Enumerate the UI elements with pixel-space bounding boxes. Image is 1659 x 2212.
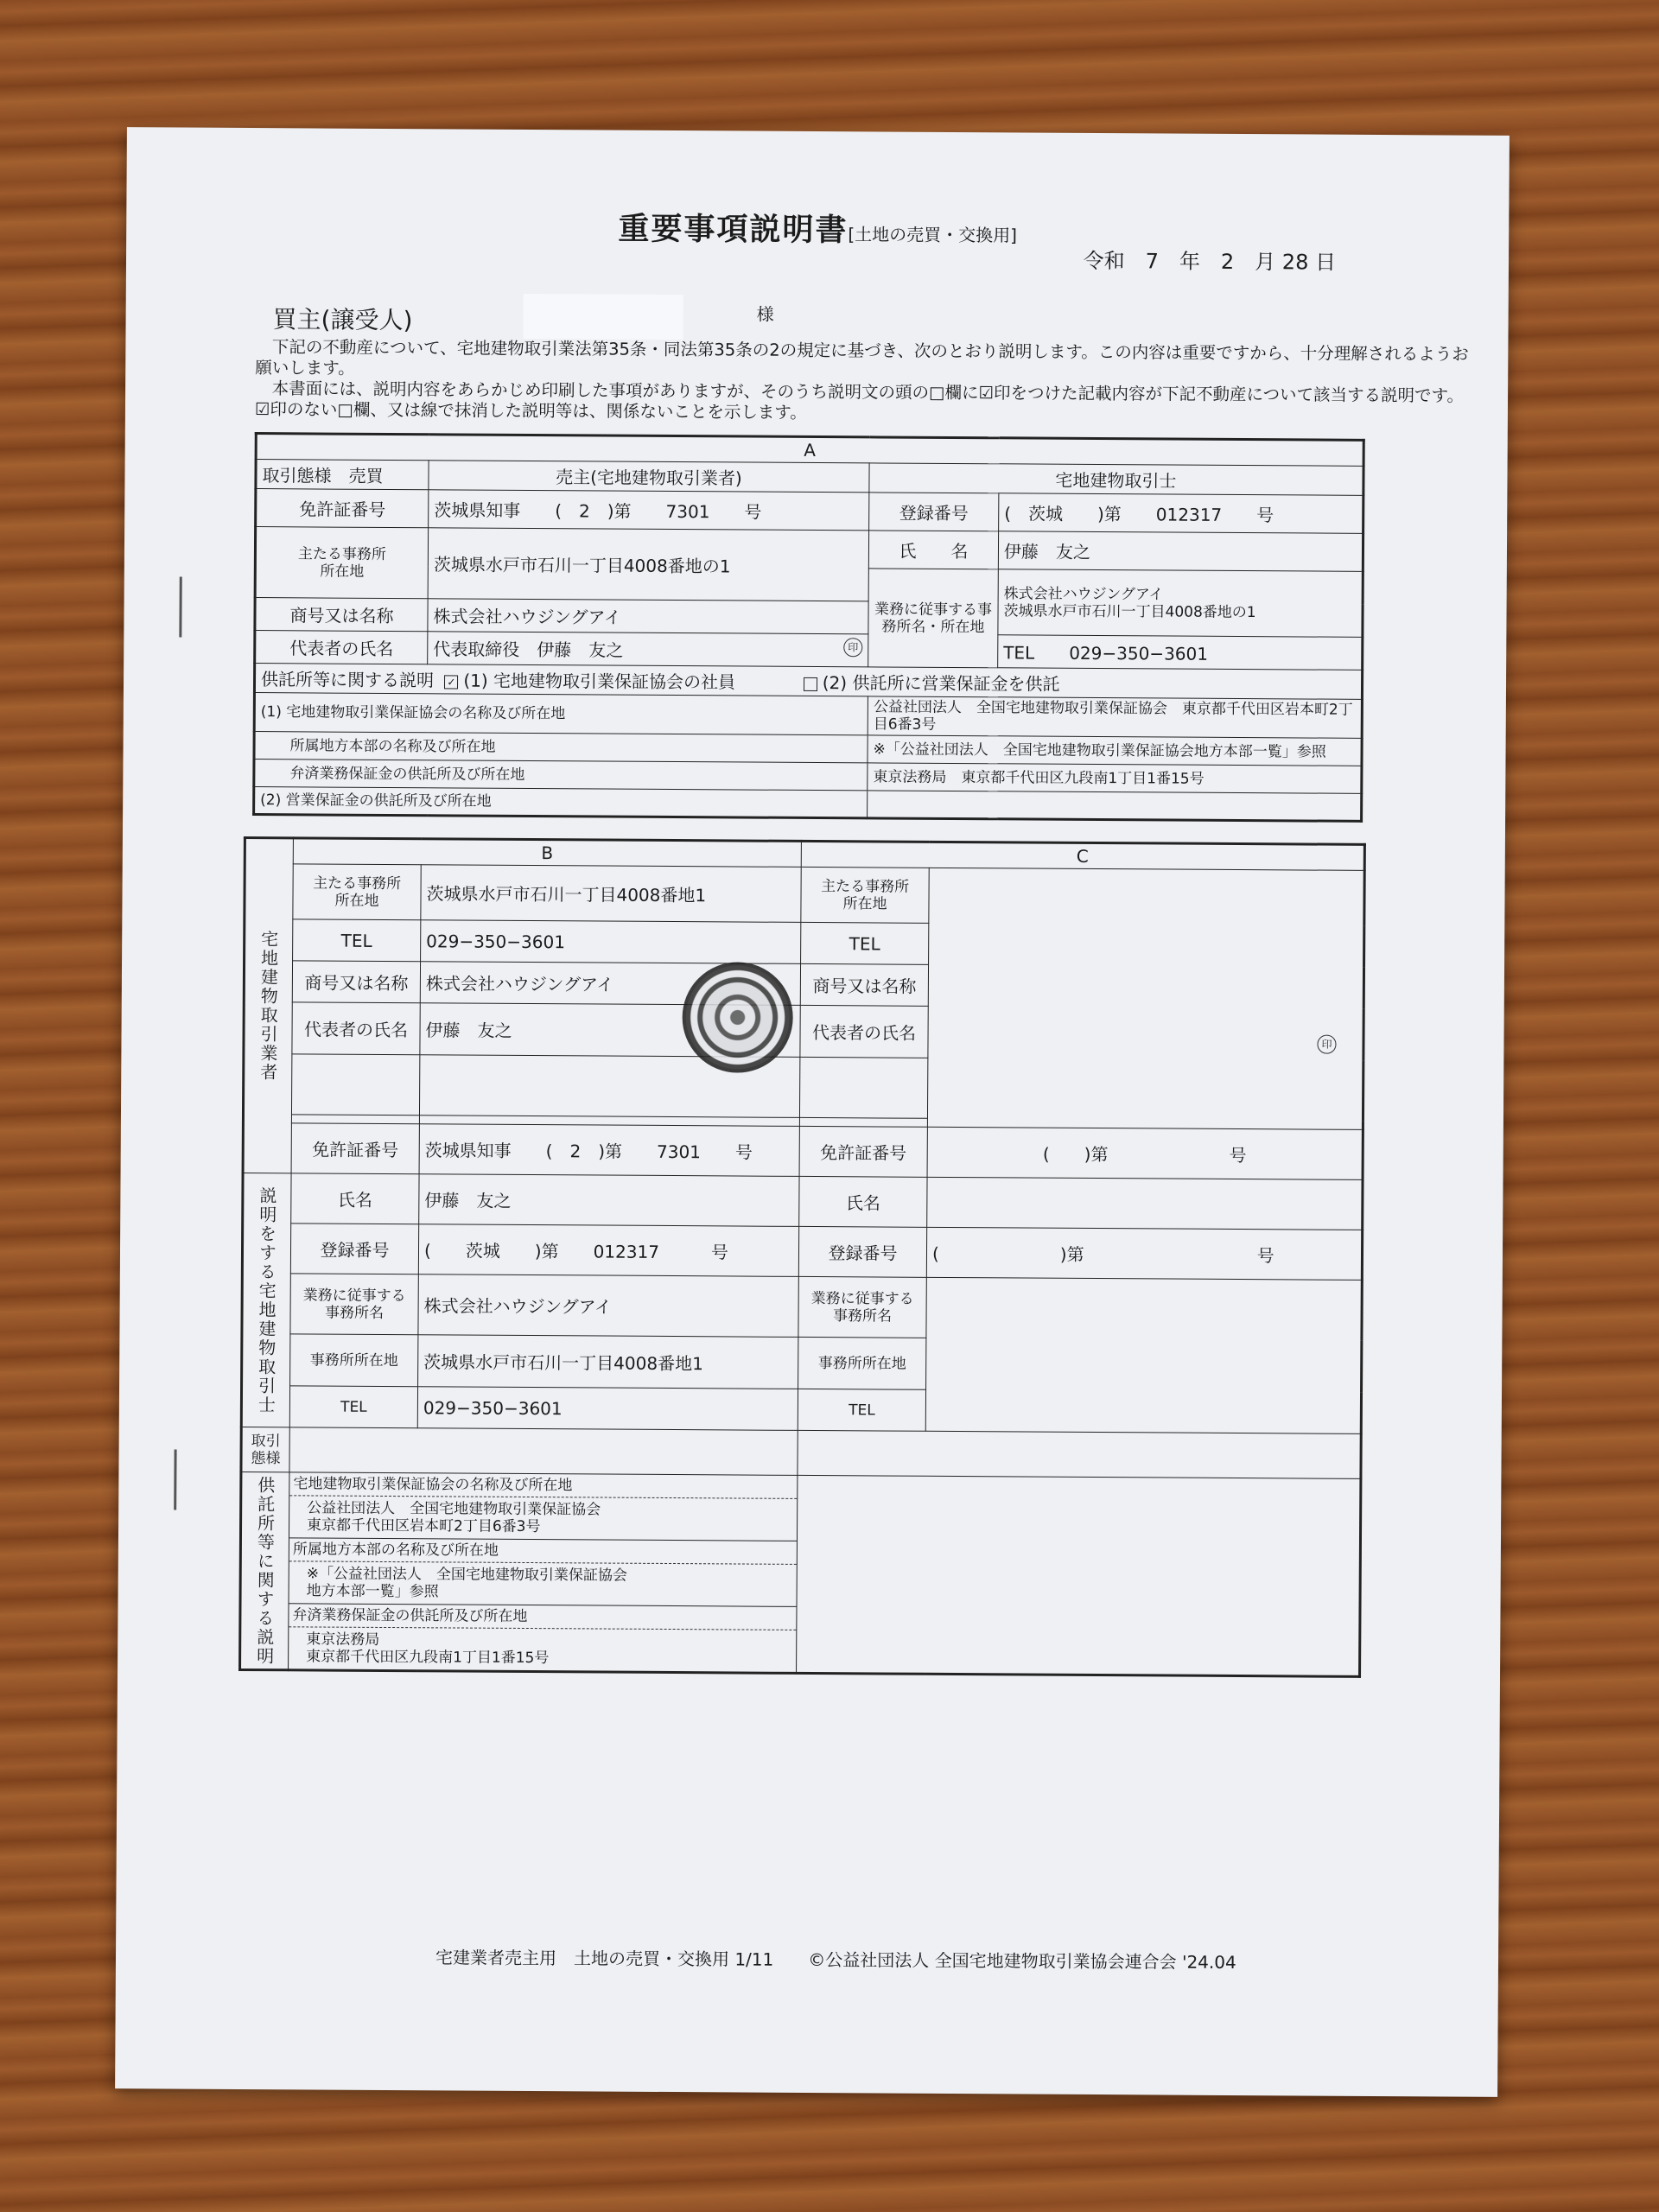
deposit-row1-value: 公益社団法人 全国宅地建物取引業保証協会 東京都千代田区岩本町2丁目6番3号 (868, 696, 1362, 738)
c-reg-value: ( )第 号 (926, 1227, 1362, 1280)
footer-left: 宅建業者売主用 土地の売買・交換用 1/11 (435, 1947, 774, 1970)
rep-cell (428, 632, 868, 667)
b-dep1-label: 宅地建物取引業保証協会の名称及び所在地 (289, 1472, 797, 1499)
document-page (115, 127, 1510, 2097)
deposit-option-1: (1) 宅地建物取引業保証協会の社員 (463, 670, 736, 693)
agent-tel-cell (998, 635, 1363, 671)
document-date: 令和 7 年 2 月 28 日 (1083, 248, 1337, 275)
reg-label: 登録番号 (869, 493, 999, 531)
company-seal-stamp (682, 962, 793, 1073)
document-title: 重要事項説明書 (618, 211, 849, 249)
b-dep2-label: 所属地方本部の名称及び所在地 (289, 1538, 797, 1565)
c-office-label: 主たる事務所 所在地 (801, 867, 929, 923)
c-deposit-cell (797, 1475, 1361, 1676)
agent-name-label: 氏 名 (868, 531, 998, 569)
b-work-addr-value: 茨城県水戸市石川一丁目4008番地1 (418, 1335, 798, 1389)
b-work-office-value: 株式会社ハウジングアイ (418, 1274, 798, 1338)
side-label-deposit: 供託所等に関する説明 (240, 1471, 289, 1669)
c-transaction-value (798, 1430, 1361, 1478)
c-seal-mark: 印 (1317, 1035, 1336, 1054)
deposit-row4-label: (2) 営業保証金の供託所及び所在地 (254, 787, 868, 818)
c-name-label: 商号又は名称 (800, 963, 928, 1006)
section-a-heading: A (256, 434, 1363, 467)
buyer-name-redacted (523, 294, 683, 340)
intro-paragraph-1: 下記の不動産について、宅地建物取引業法第35条・同法第35条の2の規定に基づき、次のとおり説明します。この内容は重要ですから、十分理解されるようお願いします。 (255, 337, 1469, 378)
c-license-label: 免許証番号 (799, 1126, 927, 1177)
b-work-tel-value: 029−350−3601 (417, 1387, 798, 1431)
seal-mark: 印 (843, 638, 862, 657)
rep-label: 代表者の氏名 (255, 631, 428, 664)
punch-hole-mark (174, 1449, 176, 1510)
transaction-type-value: 売買 (348, 465, 384, 486)
b-name-value: 株式会社ハウジングアイ (420, 962, 800, 1006)
intro-paragraph-2: 本書面には、説明内容をあらかじめ印刷した事項がありますが、そのうち説明文の頭の□欄に☑印をつけた記載内容が下記不動産について該当する説明です。☑印のない□欄、又は線で抹消した説明等は、関係ないことを示します。 (254, 378, 1465, 423)
b-dep3-label: 弁済業務保証金の供託所及び所在地 (289, 1604, 796, 1630)
punch-hole-mark (179, 577, 181, 638)
name-label: 商号又は名称 (255, 598, 428, 632)
footer (435, 1943, 1236, 1974)
b-agent-name-label: 氏名 (291, 1173, 419, 1224)
c-rep-label: 代表者の氏名 (800, 1005, 928, 1058)
reg-value: ( 茨城 )第 012317 号 (999, 493, 1363, 534)
deposit-row3-value: 東京法務局 東京都千代田区九段南1丁目1番15号 (868, 763, 1362, 793)
c-reg-label: 登録番号 (798, 1226, 926, 1277)
deposit-option-2: (2) 供託所に営業保証金を供託 (822, 672, 1060, 695)
footer-right: ©公益社団法人 全国宅地建物取引業協会連合会 '24.04 (808, 1948, 1236, 1974)
license-value: 茨城県知事 ( 2 )第 7301 号 (429, 490, 869, 531)
b-deposit-cell (289, 1472, 798, 1674)
b-dep2-value: ※「公益社団法人 全国宅地建物取引業保証協会 地方本部一覧」参照 (289, 1561, 797, 1607)
agent-office-label: 業務に従事する事務所名・所在地 (868, 569, 999, 668)
b-name-label: 商号又は名称 (292, 961, 420, 1003)
section-b-heading: B (293, 838, 801, 868)
b-work-addr-label: 事務所所在地 (290, 1334, 418, 1387)
b-reg-label: 登録番号 (290, 1224, 418, 1274)
c-agent-name-value (927, 1177, 1363, 1230)
b-work-office-label: 業務に従事する 事務所名 (290, 1274, 418, 1335)
b-tel-label: TEL (293, 919, 421, 962)
agent-tel-value: 029−350−3601 (1069, 642, 1209, 664)
b-transaction-value (289, 1427, 798, 1476)
b-rep-label: 代表者の氏名 (292, 1002, 420, 1055)
deposit-row1-label: (1) 宅地建物取引業保証協会の名称及び所在地 (254, 693, 868, 735)
deposit-row2-value: ※「公益社団法人 全国宅地建物取引業保証協会地方本部一覧」参照 (868, 735, 1362, 766)
rep-value: 代表取締役 伊藤 友之 (433, 639, 624, 661)
b-spacer-label (291, 1054, 419, 1116)
agent-name-value: 伊藤 友之 (998, 531, 1363, 572)
b-rep-value: 伊藤 友之 (425, 1020, 512, 1041)
document-subtitle: [土地の売買・交換用] (848, 224, 1018, 246)
checkbox-unchecked-icon[interactable] (804, 677, 817, 690)
agent-header: 宅地建物取引士 (869, 463, 1363, 495)
b-agent-name-value: 伊藤 友之 (419, 1174, 799, 1227)
side-label-agent: 説明をする宅地建物取引士 (241, 1173, 291, 1427)
c-work-office-label: 業務に従事する 事務所名 (798, 1276, 926, 1338)
c-spacer-label (799, 1057, 927, 1118)
intro-text (255, 337, 1474, 428)
office-value: 茨城県水戸市石川一丁目4008番地の1 (428, 528, 868, 601)
deposit-row2-label: 所属地方本部の名称及び所在地 (254, 732, 868, 763)
deposit-row4-value (868, 791, 1362, 821)
b-tel-value: 029−350−3601 (421, 920, 801, 964)
c-license-value: ( )第 号 (927, 1127, 1363, 1179)
deposit-row3-label: 弁済業務保証金の供託所及び所在地 (254, 760, 868, 791)
b-office-label: 主たる事務所 所在地 (293, 864, 421, 920)
b-license-label: 免許証番号 (291, 1123, 419, 1174)
b-license-value: 茨城県知事 ( 2 )第 7301 号 (419, 1124, 799, 1177)
transaction-type-label: 取引態様 (262, 465, 332, 486)
section-a-table (252, 432, 1365, 823)
b-work-tel-label: TEL (289, 1386, 417, 1428)
name-value: 株式会社ハウジングアイ (428, 599, 868, 634)
c-work-tel-label: TEL (798, 1389, 925, 1431)
side-label-dealer: 宅地建物取引業者 (243, 837, 293, 1173)
c-agent-name-label: 氏名 (799, 1176, 927, 1227)
office-label: 主たる事務所 所在地 (255, 527, 428, 599)
transaction-type-cell (256, 460, 429, 490)
deposit-label: 供託所等に関する説明 (260, 669, 435, 691)
c-work-addr-label: 事務所所在地 (798, 1337, 926, 1389)
agent-tel-label: TEL (1003, 642, 1035, 664)
b-dep3-value: 東京法務局 東京都千代田区九段南1丁目1番15号 (306, 1630, 550, 1668)
side-label-transaction: 取引態様 (241, 1427, 289, 1471)
agent-office-value: 株式会社ハウジングアイ 茨城県水戸市石川一丁目4008番地の1 (998, 569, 1363, 638)
b-rep-cell (420, 1003, 800, 1058)
license-label: 免許証番号 (256, 489, 429, 528)
b-dep1-value: 公益社団法人 全国宅地建物取引業保証協会 東京都千代田区岩本町2丁目6番3号 (289, 1496, 797, 1541)
section-c-heading: C (801, 841, 1364, 870)
section-bc-table (238, 836, 1366, 1678)
c-dealer-blank (927, 868, 1364, 1129)
buyer-label: 買主(譲受人) (272, 305, 413, 335)
buyer-suffix: 様 (756, 303, 774, 325)
b-office-value: 茨城県水戸市石川一丁目4008番地1 (421, 865, 801, 923)
b-reg-value: ( 茨城 )第 012317 号 (418, 1224, 798, 1277)
seller-header: 売主(宅地建物取引業者) (429, 461, 869, 493)
c-tel-label: TEL (801, 922, 929, 964)
c-work-office-blank (925, 1277, 1362, 1433)
checkbox-checked-icon[interactable]: ✓ (444, 675, 458, 689)
